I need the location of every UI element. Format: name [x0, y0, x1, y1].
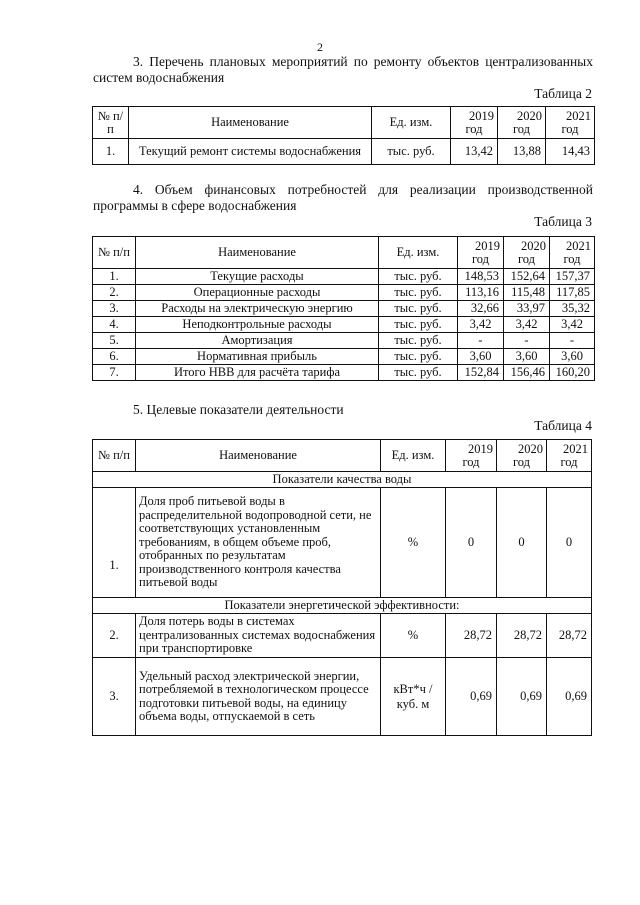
- cell-2020: 156,46: [504, 365, 550, 381]
- cell-2019: 3,42: [458, 317, 504, 333]
- cell-num: 4.: [93, 317, 136, 333]
- cell-2019: 0: [446, 488, 497, 598]
- cell-name: Нормативная прибыль: [136, 349, 379, 365]
- group-row: [93, 472, 592, 488]
- cell-num: 5.: [93, 333, 136, 349]
- table-row: [93, 365, 595, 381]
- cell-2020: 28,72: [497, 614, 547, 658]
- cell-name: Операционные расходы: [136, 285, 379, 301]
- cell-name: Расходы на электрическую энергию: [136, 301, 379, 317]
- cell-2019: 148,53: [458, 269, 504, 285]
- header-2019: 2019 год: [458, 237, 504, 269]
- group-quality-label: Показатели качества воды: [93, 472, 592, 488]
- cell-unit: тыс. руб.: [379, 285, 458, 301]
- cell-num: 1.: [93, 139, 129, 165]
- table3-header-row: [93, 237, 595, 269]
- cell-2020: 13,88: [498, 139, 546, 165]
- cell-2019: 32,66: [458, 301, 504, 317]
- cell-name: Текущие расходы: [136, 269, 379, 285]
- page-number: 2: [317, 40, 323, 54]
- cell-2020: 33,97: [504, 301, 550, 317]
- cell-num: 1.: [93, 488, 136, 598]
- table-row: [93, 317, 595, 333]
- section5-heading: 5. Целевые показатели деятельности: [133, 402, 344, 417]
- table3-label: Таблица 3: [534, 214, 592, 229]
- group-energy-label: Показатели энергетической эффективности:: [93, 598, 592, 614]
- table-row: [93, 333, 595, 349]
- cell-2019: 28,72: [446, 614, 497, 658]
- table-row: [93, 301, 595, 317]
- cell-name: Доля проб питьевой воды в распределительной водопроводной сети, не соответствующих установленным требованиям, в общем объеме проб, отобранных по результатам производственного контроля качества питьевой воды: [136, 488, 381, 598]
- cell-2021: 14,43: [546, 139, 595, 165]
- cell-name: Амортизация: [136, 333, 379, 349]
- section3-heading: 3. Перечень плановых мероприятий по ремонту объектов централизованных систем водоснабжения: [93, 54, 593, 85]
- cell-2021: -: [550, 333, 595, 349]
- cell-2021: 35,32: [550, 301, 595, 317]
- cell-2020: 152,64: [504, 269, 550, 285]
- table-row: [93, 139, 595, 165]
- table-row: [93, 614, 592, 658]
- header-name: Наименование: [136, 440, 381, 472]
- cell-unit: тыс. руб.: [372, 139, 451, 165]
- cell-2021: 0,69: [547, 658, 592, 736]
- cell-unit: кВт*ч /куб. м: [381, 658, 446, 736]
- group-row: [93, 598, 592, 614]
- header-2021: 2021 год: [550, 237, 595, 269]
- cell-num: 1.: [93, 269, 136, 285]
- table2-header-row: [93, 107, 595, 139]
- cell-2020: 115,48: [504, 285, 550, 301]
- cell-2021: 160,20: [550, 365, 595, 381]
- cell-num: 3.: [93, 301, 136, 317]
- table2: [92, 106, 595, 165]
- cell-num: 6.: [93, 349, 136, 365]
- table-row: [93, 269, 595, 285]
- cell-unit: тыс. руб.: [379, 269, 458, 285]
- header-num: № п/п: [93, 237, 136, 269]
- cell-2019: -: [458, 333, 504, 349]
- cell-2019: 0,69: [446, 658, 497, 736]
- table-row: [93, 658, 592, 736]
- cell-unit: %: [381, 488, 446, 598]
- cell-name: Доля потерь воды в системах централизованных системах водоснабжения при транспортировке: [136, 614, 381, 658]
- cell-2021: 28,72: [547, 614, 592, 658]
- cell-unit: тыс. руб.: [379, 349, 458, 365]
- header-unit: Ед. изм.: [381, 440, 446, 472]
- table-row: [93, 285, 595, 301]
- cell-2019: 3,60: [458, 349, 504, 365]
- table-row: [93, 488, 592, 598]
- cell-name: Удельный расход электрической энергии, потребляемой в технологическом процессе подготовки питьевой воды, на единицу объема воды, отпускаемой в сеть: [136, 658, 381, 736]
- header-2021: 2021 год: [546, 107, 595, 139]
- cell-name: Неподконтрольные расходы: [136, 317, 379, 333]
- table2-label: Таблица 2: [534, 86, 592, 101]
- cell-unit: тыс. руб.: [379, 333, 458, 349]
- cell-unit: тыс. руб.: [379, 317, 458, 333]
- header-2019: 2019 год: [446, 440, 497, 472]
- table4: [92, 439, 592, 736]
- cell-2021: 3,60: [550, 349, 595, 365]
- cell-2020: 3,42: [504, 317, 550, 333]
- header-2020: 2020 год: [504, 237, 550, 269]
- table-row: [93, 349, 595, 365]
- cell-2020: 3,60: [504, 349, 550, 365]
- cell-name: Текущий ремонт системы водоснабжения: [129, 139, 372, 165]
- cell-2021: 0: [547, 488, 592, 598]
- cell-2021: 157,37: [550, 269, 595, 285]
- cell-num: 2.: [93, 285, 136, 301]
- table4-header-row: [93, 440, 592, 472]
- cell-num: 3.: [93, 658, 136, 736]
- cell-2020: 0: [497, 488, 547, 598]
- header-2020: 2020 год: [497, 440, 547, 472]
- table4-label: Таблица 4: [534, 418, 592, 433]
- cell-2019: 113,16: [458, 285, 504, 301]
- header-name: Наименование: [136, 237, 379, 269]
- header-2021: 2021 год: [547, 440, 592, 472]
- section4-heading: 4. Объем финансовых потребностей для реализации производственной программы в сфере водоснабжения: [93, 182, 593, 213]
- header-name: Наименование: [129, 107, 372, 139]
- table3: [92, 236, 595, 381]
- cell-unit: тыс. руб.: [379, 365, 458, 381]
- header-num: № п/п: [93, 107, 129, 139]
- cell-2020: -: [504, 333, 550, 349]
- cell-name: Итого НВВ для расчёта тарифа: [136, 365, 379, 381]
- header-2019: 2019 год: [451, 107, 498, 139]
- header-2020: 2020 год: [498, 107, 546, 139]
- cell-num: 2.: [93, 614, 136, 658]
- cell-2019: 13,42: [451, 139, 498, 165]
- header-unit: Ед. изм.: [372, 107, 451, 139]
- cell-unit: %: [381, 614, 446, 658]
- header-unit: Ед. изм.: [379, 237, 458, 269]
- cell-2021: 117,85: [550, 285, 595, 301]
- cell-2021: 3,42: [550, 317, 595, 333]
- cell-2020: 0,69: [497, 658, 547, 736]
- cell-2019: 152,84: [458, 365, 504, 381]
- cell-unit: тыс. руб.: [379, 301, 458, 317]
- cell-num: 7.: [93, 365, 136, 381]
- header-num: № п/п: [93, 440, 136, 472]
